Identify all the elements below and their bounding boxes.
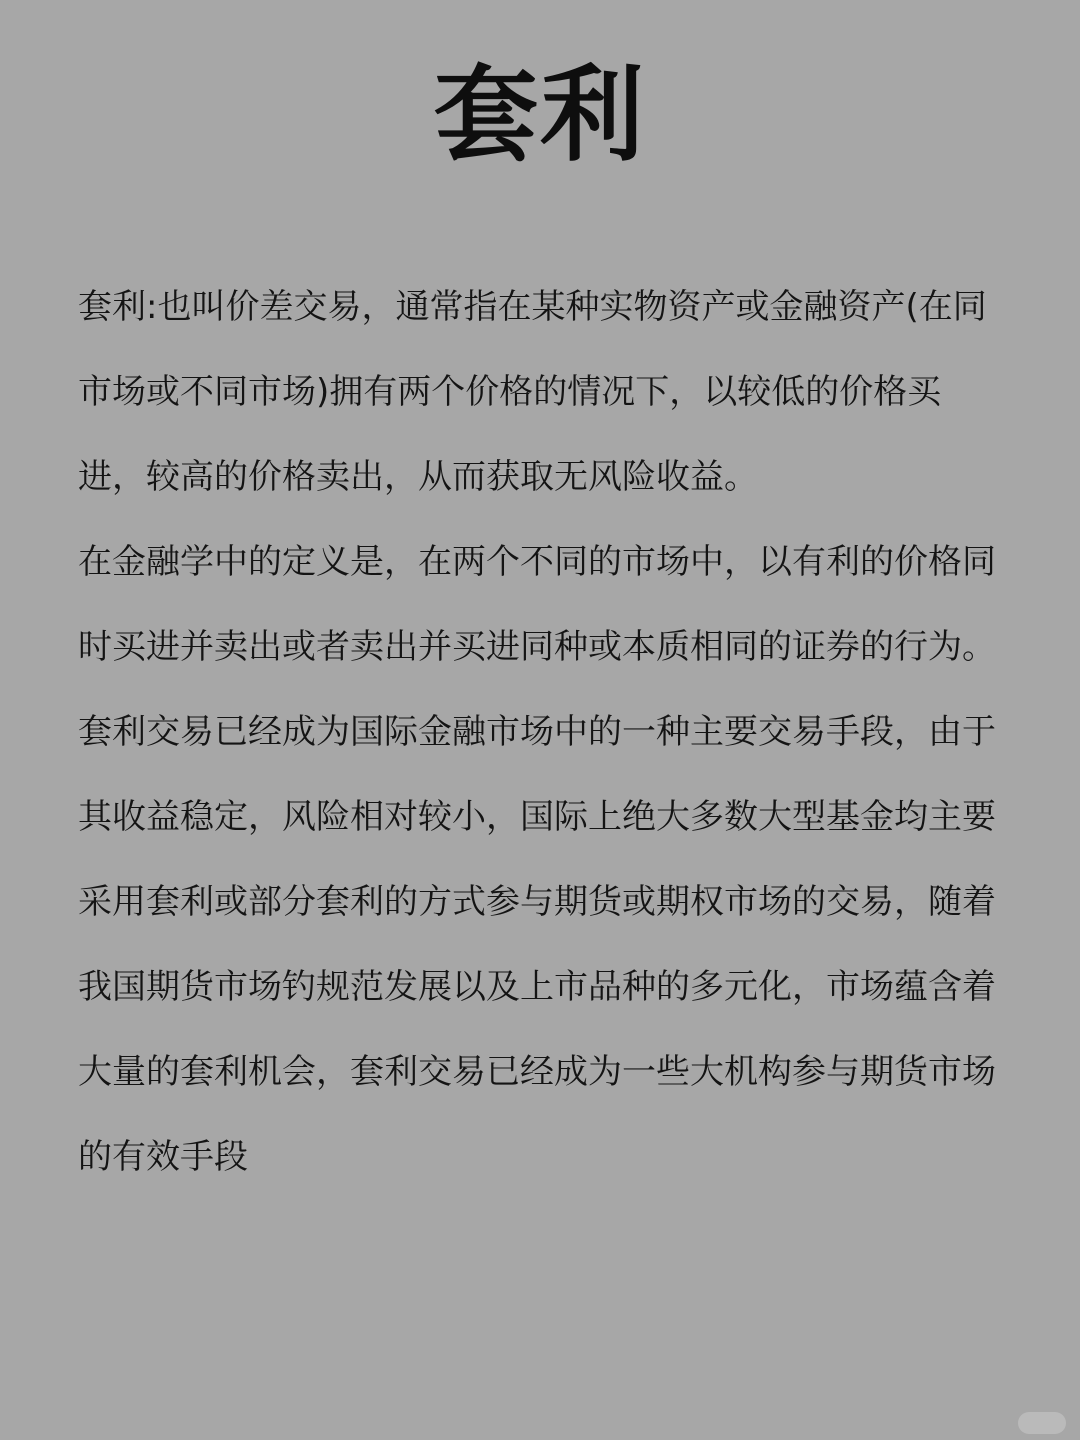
page-title: 套利 <box>433 54 646 176</box>
text-line: 套利交易已经成为国际金融市场中的一种主要交易手段，由于 <box>78 712 996 752</box>
text-line: 市场或不同市场)拥有两个价格的情况下，以较低的价格买 <box>78 372 942 412</box>
text-line: 时买进并卖出或者卖出并买进同种或本质相同的证券的行为。 <box>78 627 996 667</box>
text-line: 大量的套利机会，套利交易已经成为一些大机构参与期货市场 <box>78 1052 996 1092</box>
text-line: 进，较高的价格卖出，从而获取无风险收益。 <box>78 457 758 497</box>
text-line: 其收益稳定，风险相对较小，国际上绝大多数大型基金均主要 <box>78 797 996 837</box>
text-line: 采用套利或部分套利的方式参与期货或期权市场的交易，随着 <box>78 882 996 922</box>
text-line: 套利:也叫价差交易，通常指在某种实物资产或金融资产(在同 <box>78 287 987 327</box>
text-line: 的有效手段 <box>78 1137 248 1177</box>
watermark-logo <box>1018 1412 1066 1434</box>
text-line: 我国期货市场钓规范发展以及上市品种的多元化，市场蕴含着 <box>78 967 996 1007</box>
body-text <box>78 265 1008 1200</box>
text-line: 在金融学中的定义是，在两个不同的市场中，以有利的价格同 <box>78 542 996 582</box>
